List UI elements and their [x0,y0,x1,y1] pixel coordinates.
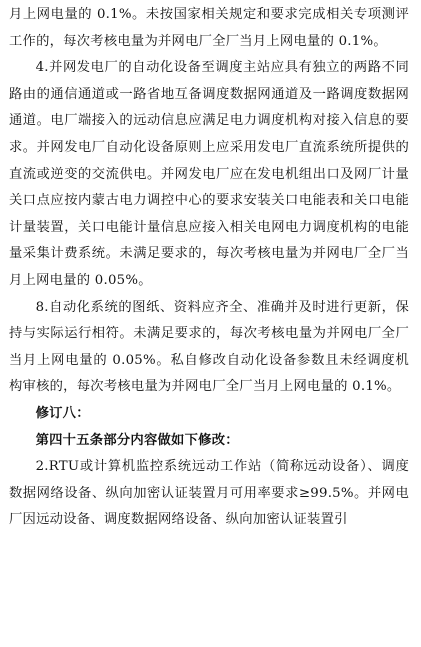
paragraph-continuation: 月上网电量的 0.1%。未按国家相关规定和要求完成相关专项测评工作的，每次考核电量为并网电厂全厂当月上网电量的 0.1%。 [9,7,409,49]
paragraph-item-2: 2.RTU或计算机监控系统远动工作站（简称远动设备）、调度数据网络设备、纵向加密认证装置月可用率要求≥99.5%。并网电厂因远动设备、调度数据网络设备、纵向加密认证装置引 [9,459,409,528]
paragraph-item-4: 4.并网发电厂的自动化设备至调度主站应具有独立的两路不同路由的通信通道或一路省地互备调度数据网通道及一路调度数据网通道。电厂端接入的远动信息应满足电力调度机构对接入信息的要求。并网发电厂自动化设备原则上应采用发电厂直流系统所提供的直流或逆变的交流供电。并网发电厂应在发电机组出口及网厂计量关口点应按内蒙古电力调控中心的要求安装关口电能表和关口电能计量装置，关口电能计量信息应接入相关电网电力调度机构的电能量采集计费系统。未满足要求的，每次考核电量为并网电厂全厂当月上网电量的 0.05%。 [9,60,409,288]
article-heading: 第四十五条部分内容做如下修改： [35,432,239,448]
revision-heading: 修订八： [35,405,90,421]
paragraph-item-8: 8.自动化系统的图纸、资料应齐全、准确并及时进行更新，保持与实际运行相符。未满足要求的，每次考核电量为并网电厂全厂当月上网电量的 0.05%。私自修改自动化设备参数且未经调度机构审核的，每次考核电量为并网电厂全厂当月上网电量的 0.1%。 [9,299,409,395]
